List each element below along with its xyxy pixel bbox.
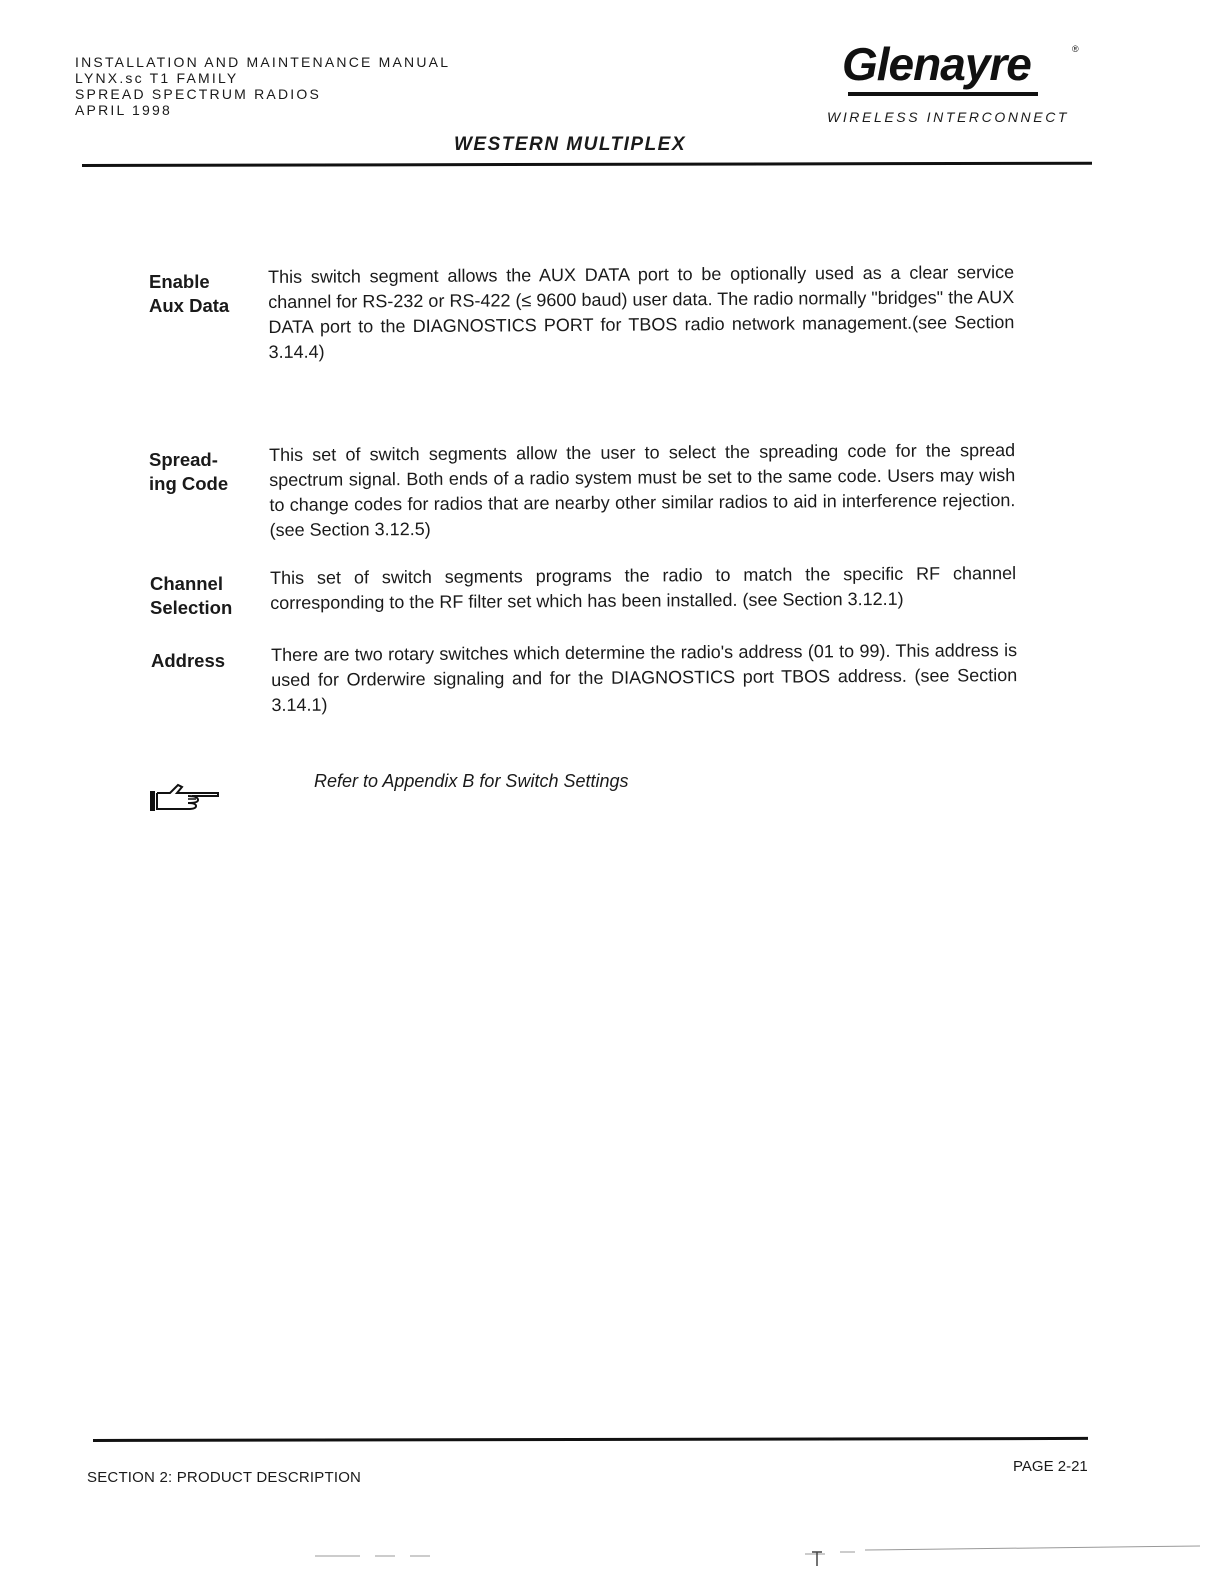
- document-header: [75, 54, 450, 118]
- publication-date: APRIL 1998: [75, 102, 172, 118]
- description-channel-selection: This set of switch segments programs the radio to match the specific RF channel corresponding to the RF filter set which has been installed. (see Section 3.12.1): [270, 563, 1017, 613]
- description-address: There are two rotary switches which determine the radio's address (01 to 99). This address is used for Orderwire signaling and for the DIAGNOSTICS port TBOS address. (see Section 3.14.1): [271, 640, 1018, 715]
- term-channel-selection: [150, 572, 232, 620]
- term-line: ing Code: [149, 473, 229, 494]
- term-line: Spread-: [149, 449, 218, 470]
- logo-underline: [848, 92, 1038, 96]
- header-rule: [82, 162, 1092, 167]
- term-address: [151, 649, 225, 673]
- term-line: Enable: [149, 271, 210, 292]
- term-line: Address: [151, 650, 226, 671]
- term-line: Channel: [150, 573, 223, 594]
- manual-title: INSTALLATION AND MAINTENANCE MANUAL: [75, 54, 451, 70]
- logo-tagline: WIRELESS INTERCONNECT: [827, 109, 1070, 125]
- term-line: Aux Data: [149, 295, 230, 316]
- description-spreading-code: This set of switch segments allow the user to select the spreading code for the spread spectrum signal. Both ends of a radio system must be set to the same code. Users may wish to change codes for radios that are nearby other similar radios to aid in interference rejection. (see Section 3.12.5): [269, 440, 1016, 540]
- term-line: Selection: [150, 597, 233, 618]
- term-enable-aux-data: [149, 270, 229, 318]
- product-type: SPREAD SPECTRUM RADIOS: [75, 86, 321, 102]
- pointing-hand-icon: [148, 781, 224, 813]
- description-enable-aux-data: This switch segment allows the AUX DATA port to be optionally used as a clear service channel for RS-232 or RS-422 (≤ 9600 baud) user data. The radio normally "bridges" the AUX DATA port to the DIAGNOSTICS PORT for TBOS radio network management.(see Section 3.14.4): [268, 262, 1015, 362]
- appendix-note: Refer to Appendix B for Switch Settings: [314, 771, 629, 791]
- logo-wordmark: Glenayre: [842, 38, 1031, 90]
- scan-artifact-marks: [0, 1540, 1224, 1570]
- registered-mark: ®: [1072, 44, 1079, 54]
- division-name: WESTERN MULTIPLEX: [454, 134, 687, 155]
- footer-section-label: SECTION 2: PRODUCT DESCRIPTION: [87, 1469, 362, 1486]
- footer-rule: [93, 1437, 1088, 1442]
- product-family: LYNX.sc T1 FAMILY: [75, 70, 239, 86]
- company-logo: [842, 38, 1082, 100]
- page-number: PAGE 2-21: [1013, 1458, 1088, 1475]
- term-spreading-code: [149, 448, 228, 496]
